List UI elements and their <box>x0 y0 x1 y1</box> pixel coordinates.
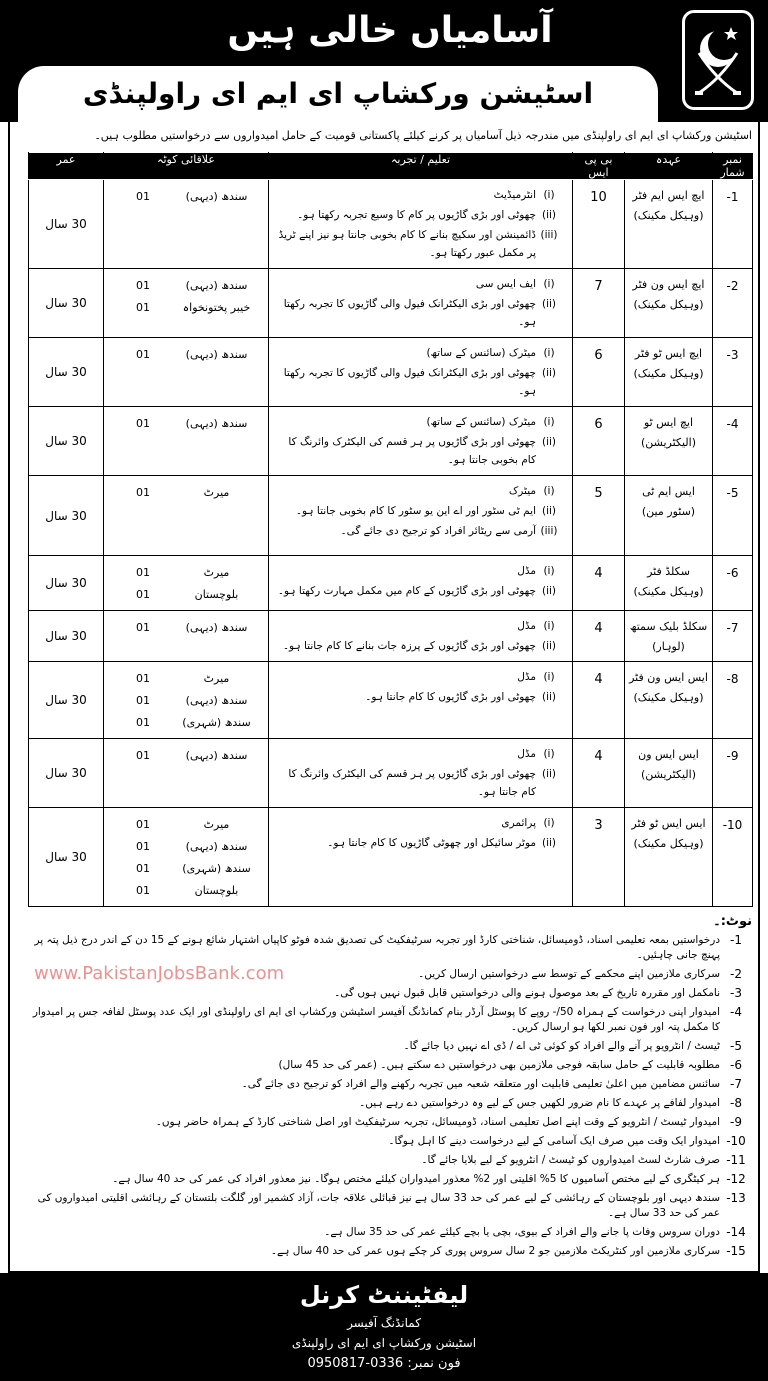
intro-text: اسٹیشن ورکشاپ ای ایم ای راولپنڈی میں مندرجہ ذیل آسامیاں پر کرنے کیلئے پاکستانی قومیت کے حامل امیدواروں سے درخواستیں مطلوب ہیں۔ <box>94 129 752 142</box>
qualification-text: مڈل <box>517 620 536 632</box>
age-cell: 30 سال <box>29 808 104 907</box>
quota-region: میرٹ <box>203 566 230 579</box>
qualification-text: چھوٹی اور بڑی الیکٹرانک فیول والی گاڑیوں کا تجربہ رکھتا ہو۔ <box>283 298 536 328</box>
qualification-item <box>273 364 562 400</box>
post-cell <box>625 808 713 907</box>
bps-cell: 5 <box>573 476 625 556</box>
quota-count: 01 <box>136 486 150 499</box>
quota-item <box>104 836 268 858</box>
quota-count: 01 <box>136 862 150 875</box>
note-text: نامکمل اور مقررہ تاریخ کے بعد موصول ہونے والی درخواستیں قابل قبول نہیں ہوں گی۔ <box>334 987 720 999</box>
post-name: ایچ ایس ٹو فٹر <box>634 347 703 360</box>
qualification-number: (i) <box>543 416 555 428</box>
post-trade: (وہیکل مکینک) <box>633 367 704 380</box>
phone-number[interactable]: 0336-0950817 <box>307 1356 404 1371</box>
note-number: -14 <box>726 1225 746 1239</box>
note-item <box>28 984 752 1003</box>
note-number: -10 <box>726 1134 746 1148</box>
quota-item <box>104 668 268 690</box>
post-trade: (وہیکل مکینک) <box>633 298 704 311</box>
qualification-text: چھوٹی اور بڑی گاڑیوں پر ہر قسم کی الیکٹرک وائرنگ کا کام جانتا ہو۔ <box>288 768 536 798</box>
qualification-number: (i) <box>543 189 555 201</box>
post-trade: (الیکٹریشن) <box>640 768 697 781</box>
education-cell <box>269 476 573 556</box>
quota-item <box>104 712 268 734</box>
quota-item <box>104 186 268 208</box>
note-number: -12 <box>726 1172 746 1186</box>
quota-count: 01 <box>136 279 150 292</box>
qualification-number: (ii) <box>541 209 557 221</box>
note-number: -9 <box>730 1115 742 1129</box>
page-title: آسامیاں خالی ہیں <box>227 10 553 51</box>
post-cell <box>625 180 713 269</box>
army-logo-icon <box>682 10 754 110</box>
serial-cell: -8 <box>713 662 753 739</box>
bps-cell: 4 <box>573 739 625 808</box>
header-post: عہدہ <box>625 153 713 180</box>
quota-item <box>104 413 268 435</box>
note-number: -4 <box>730 1005 742 1019</box>
quota-item <box>104 880 268 902</box>
qualification-number: (i) <box>543 620 555 632</box>
qualification-number: (i) <box>543 671 555 683</box>
note-text: صرف شارٹ لسٹ امیدواروں کو ٹیسٹ / انٹرویو کے لیے بلایا جائے گا۔ <box>421 1154 720 1166</box>
note-number: -2 <box>730 967 742 981</box>
note-text: امیدوار لفافے پر عہدے کا نام ضرور لکھیں جس کے لیے وہ درخواستیں دے رہے ہیں۔ <box>359 1097 720 1109</box>
ad-frame <box>8 122 760 1273</box>
quota-count: 01 <box>136 190 150 203</box>
quota-count: 01 <box>136 694 150 707</box>
age-cell: 30 سال <box>29 476 104 556</box>
post-trade: (وہیکل مکینک) <box>633 585 704 598</box>
quota-count: 01 <box>136 566 150 579</box>
note-item <box>28 1075 752 1094</box>
quota-count: 01 <box>136 884 150 897</box>
note-number: -6 <box>730 1058 742 1072</box>
serial-cell: -6 <box>713 556 753 611</box>
post-trade: (وہیکل مکینک) <box>633 691 704 704</box>
quota-item <box>104 617 268 639</box>
qualification-number: (ii) <box>541 585 557 597</box>
quota-item <box>104 297 268 319</box>
post-cell <box>625 556 713 611</box>
qualification-text: چھوٹی اور بڑی گاڑیوں کے کام میں مکمل مہارت رکھتا ہو۔ <box>277 585 536 597</box>
post-name: ایس ایس ون <box>638 748 699 761</box>
quota-count: 01 <box>136 417 150 430</box>
bps-cell: 4 <box>573 556 625 611</box>
quota-count: 01 <box>136 621 150 634</box>
qualification-number: (i) <box>543 565 555 577</box>
header-quota: علاقائی کوٹہ <box>104 153 269 180</box>
bps-cell: 6 <box>573 407 625 476</box>
qualification-text: پرائمری <box>501 817 536 829</box>
quota-item <box>104 814 268 836</box>
post-trade: (وہیکل مکینک) <box>633 837 704 850</box>
table-row <box>29 611 753 662</box>
quota-item <box>104 482 268 504</box>
qualification-number: (i) <box>543 485 555 497</box>
quota-cell <box>104 808 269 907</box>
qualification-text: ڈائمینشن اور سکیچ بنانے کا کام بخوبی جانتا ہو نیز اپنے ٹریڈ پر مکمل عبور رکھتا ہو۔ <box>278 229 536 259</box>
serial-cell: -7 <box>713 611 753 662</box>
note-text: دوران سروس وفات پا جانے والے افراد کے بیوی، بچی یا بچے کیلئے عمر کی حد 35 سال ہے۔ <box>324 1226 720 1238</box>
qualification-item <box>273 522 562 540</box>
post-name: ایچ ایس ون فٹر <box>632 278 705 291</box>
qualification-item <box>273 668 562 686</box>
vacancies-table <box>28 152 753 907</box>
quota-cell <box>104 407 269 476</box>
qualification-text: موٹر سائیکل اور چھوٹی گاڑیوں کا کام جانتا ہو۔ <box>327 837 536 849</box>
qualification-number: (i) <box>543 278 555 290</box>
qualification-text: انٹرمیڈیٹ <box>493 189 536 201</box>
signatory-unit: اسٹیشن ورکشاپ ای ایم ای راولپنڈی <box>291 1336 477 1350</box>
note-number: -11 <box>726 1153 746 1167</box>
note-number: -7 <box>730 1077 742 1091</box>
post-cell <box>625 269 713 338</box>
bps-cell: 6 <box>573 338 625 407</box>
quota-count: 01 <box>136 348 150 361</box>
note-text: امیدوار اپنی درخواست کے ہمراہ 50/- روپے کا پوسٹل آرڈر بنام کمانڈنگ آفیسر اسٹیشن ورکشاپ ای ایم ای راولپنڈی اور ایک عدد پوسٹل لفافہ جس پر امیدوار کا مکمل پتہ اور فون نمبر لکھا ہو ارسال کریں۔ <box>32 1006 720 1033</box>
table-row <box>29 269 753 338</box>
qualification-text: آرمی سے ریٹائر افراد کو ترجیح دی جائے گی۔ <box>340 525 536 537</box>
post-cell <box>625 338 713 407</box>
qualification-text: چھوٹی اور بڑی گاڑیوں کے پرزہ جات بنانے کا کام جانتا ہو۔ <box>282 640 536 652</box>
age-cell: 30 سال <box>29 556 104 611</box>
qualification-text: چھوٹی اور بڑی گاڑیوں پر ہر قسم کی الیکٹرک وائرنگ کا کام بخوبی جانتا ہو۔ <box>288 436 536 466</box>
note-item <box>28 931 752 965</box>
note-item <box>28 1037 752 1056</box>
quota-region: سندھ (شہری) <box>182 716 251 729</box>
signatory-designation: کمانڈنگ آفیسر <box>347 1316 421 1330</box>
qualification-item <box>273 433 562 469</box>
phone-label: فون نمبر: <box>407 1356 461 1371</box>
quota-cell <box>104 338 269 407</box>
post-name: ایس ایس ٹو فٹر <box>631 817 706 830</box>
quota-cell <box>104 269 269 338</box>
education-cell <box>269 808 573 907</box>
qualification-number: (iii) <box>540 525 558 537</box>
qualification-number: (i) <box>543 748 555 760</box>
signature-block <box>0 1273 768 1381</box>
post-cell <box>625 662 713 739</box>
qualification-text: مڈل <box>517 671 536 683</box>
qualification-item <box>273 765 562 801</box>
serial-cell: -10 <box>713 808 753 907</box>
serial-cell: -9 <box>713 739 753 808</box>
post-name: سکلڈ بلیک سمتھ <box>629 620 708 633</box>
post-name: ایس ایس ون فٹر <box>629 671 708 684</box>
age-cell: 30 سال <box>29 180 104 269</box>
note-item <box>28 1003 752 1037</box>
table-row <box>29 180 753 269</box>
qualification-text: ایم ٹی سٹور اور اے این یو سٹور کا کام بخوبی جانتا ہو۔ <box>295 505 536 517</box>
qualification-number: (ii) <box>541 640 557 652</box>
quota-region: سندھ (شہری) <box>182 862 251 875</box>
quota-count: 01 <box>136 301 150 314</box>
note-text: امیدوار ٹیسٹ / انٹرویو کے وقت اپنے اصل تعلیمی اسناد، ڈومیسائل، تجربہ سرٹیفکیٹ اور اصل شناختی کارڈ کے ہمراہ حاضر ہوں۔ <box>155 1116 720 1128</box>
quota-region: سندھ (دیہی) <box>185 694 248 707</box>
quota-region: سندھ (دیہی) <box>185 279 248 292</box>
table-row <box>29 662 753 739</box>
table-row <box>29 407 753 476</box>
qualification-text: مڈل <box>517 565 536 577</box>
qualification-text: میٹرک (سائنس کے ساتھ) <box>426 416 536 428</box>
quota-region: سندھ (دیہی) <box>185 190 248 203</box>
signatory-rank: لیفٹیننٹ کرنل <box>299 1281 469 1309</box>
quota-cell <box>104 180 269 269</box>
note-text: سائنس مضامین میں اعلیٰ تعلیمی قابلیت اور متعلقہ شعبہ میں تجربہ رکھنے والے افراد کو ترجیح دی جائے گی۔ <box>241 1078 720 1090</box>
qualification-item <box>273 562 562 580</box>
qualification-text: چھوٹی اور بڑی گاڑیوں کا کام جانتا ہو۔ <box>365 691 536 703</box>
note-item <box>28 1170 752 1189</box>
bps-cell: 3 <box>573 808 625 907</box>
qualification-item <box>273 637 562 655</box>
note-text: سندھ دیہی اور بلوچستان کے رہائشی کے لیے عمر کی حد 33 سال ہے نیز قبائلی علاقہ جات، آزاد کشمیر اور گلگت بلتستان کے رہائشی اقلیتی امیدواروں کی عمر کی حد 33 سال ہے۔ <box>37 1192 720 1219</box>
post-name: سکلڈ فٹر <box>647 565 690 578</box>
post-cell <box>625 407 713 476</box>
age-cell: 30 سال <box>29 611 104 662</box>
note-item <box>28 1242 752 1261</box>
qualification-number: (ii) <box>541 367 557 379</box>
post-cell <box>625 739 713 808</box>
age-cell: 30 سال <box>29 739 104 808</box>
qualification-item <box>273 206 562 224</box>
note-number: -3 <box>730 986 742 1000</box>
education-cell <box>269 180 573 269</box>
quota-count: 01 <box>136 749 150 762</box>
qualification-number: (ii) <box>541 837 557 849</box>
quota-count: 01 <box>136 818 150 831</box>
quota-region: خیبر پختونخواہ <box>182 301 251 314</box>
note-item <box>28 1094 752 1113</box>
serial-cell: -1 <box>713 180 753 269</box>
quota-region: میرٹ <box>203 818 230 831</box>
note-item <box>28 1113 752 1132</box>
bps-cell: 4 <box>573 662 625 739</box>
quota-cell <box>104 476 269 556</box>
note-item <box>28 1151 752 1170</box>
note-number: -8 <box>730 1096 742 1110</box>
qualification-number: (ii) <box>541 691 557 703</box>
watermark: www.PakistanJobsBank.com <box>34 963 285 984</box>
education-cell <box>269 407 573 476</box>
quota-item <box>104 275 268 297</box>
note-number: -13 <box>726 1191 746 1205</box>
qualification-item <box>273 617 562 635</box>
notes-heading: نوٹ:۔ <box>713 914 752 929</box>
quota-cell <box>104 556 269 611</box>
table-row <box>29 739 753 808</box>
note-item <box>28 1132 752 1151</box>
bps-cell: 4 <box>573 611 625 662</box>
header-age: عمر <box>29 153 104 180</box>
post-cell <box>625 476 713 556</box>
qualification-number: (ii) <box>541 505 557 517</box>
quota-region: بلوچستان <box>194 884 239 897</box>
post-trade: (الیکٹریشن) <box>640 436 697 449</box>
quota-item <box>104 690 268 712</box>
quota-cell <box>104 611 269 662</box>
age-cell: 30 سال <box>29 662 104 739</box>
header-bps: بی پی ایس <box>573 153 625 180</box>
age-cell: 30 سال <box>29 269 104 338</box>
bps-cell: 7 <box>573 269 625 338</box>
serial-cell: -5 <box>713 476 753 556</box>
age-cell: 30 سال <box>29 338 104 407</box>
post-trade: (وہیکل مکینک) <box>633 209 704 222</box>
qualification-text: چھوٹی اور بڑی الیکٹرانک فیول والی گاڑیوں کا تجربہ رکھتا ہو۔ <box>283 367 536 397</box>
qualification-item <box>273 344 562 362</box>
serial-cell: -3 <box>713 338 753 407</box>
post-name: ایس ایم ٹی <box>642 485 695 498</box>
qualification-number: (ii) <box>541 768 557 780</box>
note-text: مطلوبہ قابلیت کے حامل سابقہ فوجی ملازمین بھی درخواستیں دے سکتے ہیں۔ (عمر کی حد 45 سال) <box>278 1059 720 1071</box>
serial-cell: -2 <box>713 269 753 338</box>
quota-region: سندھ (دیہی) <box>185 348 248 361</box>
post-name: ایچ ایس ایم فٹر <box>632 189 705 202</box>
qualification-item <box>273 502 562 520</box>
header-education: تعلیم / تجربہ <box>269 153 573 180</box>
post-cell <box>625 611 713 662</box>
qualification-number: (i) <box>543 347 555 359</box>
qualification-item <box>273 482 562 500</box>
quota-region: میرٹ <box>203 672 230 685</box>
note-text: درخواستیں بمعہ تعلیمی اسناد، ڈومیسائل، شناختی کارڈ اور تجربہ سرٹیفکیٹ کی تصدیق شدہ فوٹو کاپیاں اشتہار شائع ہونے کے 15 دن کے اندر درج ذیل پتہ پر پہنچ جانی چاہئیں۔ <box>34 934 720 961</box>
quota-count: 01 <box>136 672 150 685</box>
qualification-text: میٹرک (سائنس کے ساتھ) <box>426 347 536 359</box>
note-number: -1 <box>730 933 742 947</box>
quota-region: سندھ (دیہی) <box>185 417 248 430</box>
quota-cell <box>104 739 269 808</box>
note-text: امیدوار ایک وقت میں صرف ایک آسامی کے لیے درخواست دینے کا اہل ہوگا۔ <box>388 1135 720 1147</box>
quota-region: میرٹ <box>203 486 230 499</box>
note-text: ہر کیٹگری کے لیے مختص آسامیوں کا 5% اقلیتی اور 2% معذور امیدواران کیلئے مختص ہوگا۔ نیز معذور افراد کی عمر کی حد 40 سال ہے۔ <box>112 1173 720 1185</box>
quota-region: بلوچستان <box>194 588 239 601</box>
header-band <box>0 0 768 122</box>
qualification-item <box>273 582 562 600</box>
table-header-row <box>29 153 753 180</box>
qualification-item <box>273 275 562 293</box>
table-row <box>29 476 753 556</box>
note-text: سرکاری ملازمین اپنے محکمے کے توسط سے درخواستیں ارسال کریں۔ <box>418 968 720 980</box>
education-cell <box>269 662 573 739</box>
quota-cell <box>104 662 269 739</box>
quota-count: 01 <box>136 840 150 853</box>
table-row <box>29 808 753 907</box>
note-number: -5 <box>730 1039 742 1053</box>
qualification-text: مڈل <box>517 748 536 760</box>
age-cell: 30 سال <box>29 407 104 476</box>
quota-item <box>104 745 268 767</box>
quota-region: سندھ (دیہی) <box>185 840 248 853</box>
qualification-item <box>273 226 562 262</box>
qualification-item <box>273 413 562 431</box>
serial-cell: -4 <box>713 407 753 476</box>
phone-line <box>0 1353 768 1375</box>
bps-cell: 10 <box>573 180 625 269</box>
quota-item <box>104 344 268 366</box>
education-cell <box>269 739 573 808</box>
note-item <box>28 1056 752 1075</box>
quota-count: 01 <box>136 716 150 729</box>
education-cell <box>269 269 573 338</box>
qualification-item <box>273 834 562 852</box>
post-trade: (لوہار) <box>652 640 685 653</box>
qualification-number: (i) <box>543 817 555 829</box>
qualification-text: چھوٹی اور بڑی گاڑیوں پر کام کا وسیع تجربہ رکھتا ہو۔ <box>297 209 536 221</box>
education-cell <box>269 556 573 611</box>
qualification-text: ایف ایس سی <box>475 278 536 290</box>
qualification-number: (ii) <box>541 436 557 448</box>
note-item <box>28 1223 752 1242</box>
organization-title: اسٹیشن ورکشاپ ای ایم ای راولپنڈی <box>82 77 594 110</box>
quota-region: سندھ (دیہی) <box>185 749 248 762</box>
qualification-item <box>273 814 562 832</box>
education-cell <box>269 611 573 662</box>
header-serial: نمبر شمار <box>713 153 753 180</box>
quota-count: 01 <box>136 588 150 601</box>
note-text: سرکاری ملازمین اور کنٹریکٹ ملازمین جو 2 سال سروس پوری کر چکے ہوں عمر کی حد 40 سال ہے۔ <box>270 1245 720 1257</box>
note-item <box>28 965 752 984</box>
qualification-item <box>273 688 562 706</box>
post-name: ایچ ایس ٹو <box>643 416 694 429</box>
qualification-item <box>273 745 562 763</box>
qualification-item <box>273 295 562 331</box>
note-number: -15 <box>726 1244 746 1258</box>
quota-item <box>104 584 268 606</box>
qualification-number: (iii) <box>540 229 558 241</box>
table-row <box>29 556 753 611</box>
note-item <box>28 1189 752 1223</box>
table-row <box>29 338 753 407</box>
qualification-number: (ii) <box>541 298 557 310</box>
note-text: ٹیسٹ / انٹرویو پر آنے والے افراد کو کوئی ٹی اے / ڈی اے نہیں دیا جائے گا۔ <box>403 1040 720 1052</box>
education-cell <box>269 338 573 407</box>
qualification-text: میٹرک <box>508 485 536 497</box>
quota-region: سندھ (دیہی) <box>185 621 248 634</box>
post-trade: (سٹور مین) <box>641 505 696 518</box>
quota-item <box>104 858 268 880</box>
qualification-item <box>273 186 562 204</box>
quota-item <box>104 562 268 584</box>
